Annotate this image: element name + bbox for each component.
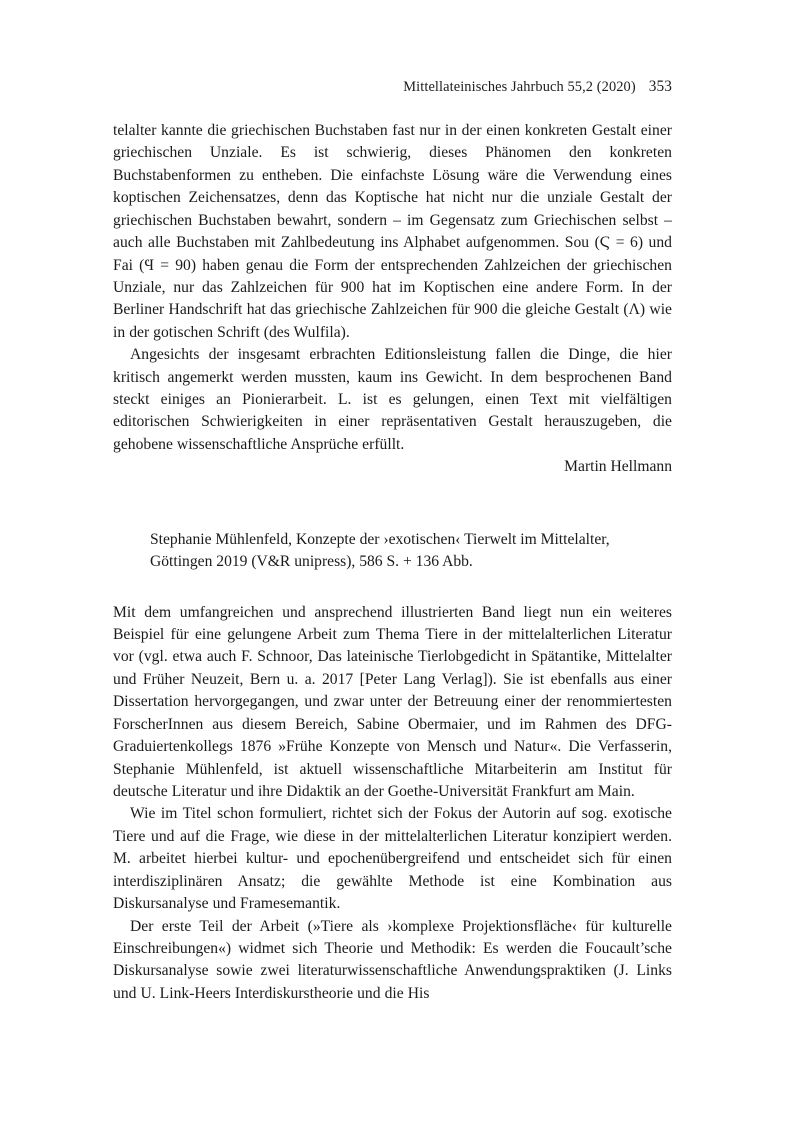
reviewer-signature: Martin Hellmann: [564, 458, 672, 476]
paragraph-continued-previous-page: telalter kannte die griechischen Buchstaben fast nur in der einen konkreten Gestalt einer griechischen Unziale. Es ist schwierig, dieses Phänomen den konkreten Buchstabenformen zu entheben. Die einfachste Lösung wäre die Verwendung eines koptischen Zeichensatzes, denn das Koptische hat nicht nur die unziale Gestalt der griechischen Buchstaben bewahrt, sondern – im Gegensatz zum Griechischen selbst – auch alle Buchstaben mit Zahlbedeutung ins Alphabet aufgenommen. Sou (Ϛ = 6) und Fai (Ϥ = 90) haben genau die Form der entsprechenden Zahlzeichen der griechischen Unziale, nur das Zahlzeichen für 900 hat im Koptischen eine andere Form. In der Berliner Handschrift hat das griechische Zahlzeichen für 900 die gleiche Gestalt (Ʌ) wie in der gotischen Schrift (des Wulfila).: [113, 122, 672, 341]
paragraph-review-one-conclusion: Angesichts der insgesamt erbrachten Editionsleistung fallen die Dinge, die hier kritisch angemerkt werden mussten, kaum ins Gewicht. In dem besprochenen Band steckt einiges an Pionierarbeit. L. ist es gelungen, einen Text mit vielfältigen editorischen Schwierigkeiten in einer repräsentativen Gestalt herauszugeben, die gehobene wissenschaftliche Ansprüche erfüllt.: [113, 346, 672, 453]
page-number: 353: [648, 78, 672, 95]
running-header: [113, 78, 672, 96]
main-text-column: [113, 120, 672, 1005]
spacer-after-citation: [113, 574, 672, 602]
journal-title: Mittellateinisches Jahrbuch 55,2 (2020): [403, 79, 636, 95]
citation-line-title: Stephanie Mühlenfeld, Konzepte der ›exotischen‹ Tierwelt im Mittelalter,: [150, 530, 610, 548]
paragraph-review-two-part-one: Der erste Teil der Arbeit (»Tiere als ›komplexe Projektionsfläche‹ für kulturelle Einschreibungen«) widmet sich Theorie und Methodik: Es werden die Foucault’sche Diskursanalyse sowie zwei literaturwissenschaftliche Anwendungspraktiken (J. Links und U. Link-Heers Interdiskurstheorie und die His: [113, 917, 672, 1002]
book-citation-block: [113, 529, 672, 574]
citation-line-imprint: Göttingen 2019 (V&R unipress), 586 S. + 136 Abb.: [150, 553, 473, 571]
paragraph-review-two-opening: Mit dem umfangreichen und ansprechend illustrierten Band liegt nun ein weiteres Beispiel für eine gelungene Arbeit zum Thema Tiere in der mittelalterlichen Literatur vor (vgl. etwa auch F. Schnoor, Das lateinische Tierlobgedicht in Spätantike, Mittelalter und Früher Neuzeit, Bern u. a. 2017 [Peter Lang Verlag]). Sie ist ebenfalls aus einer Dissertation hervorgegangen, und zwar unter der Betreuung einer der renommiertesten ForscherInnen aus diesem Bereich, Sabine Obermaier, und im Rahmen des DFG-Graduiertenkollegs 1876 »Frühe Konzepte von Mensch und Natur«. Die Verfasserin, Stephanie Mühlenfeld, ist aktuell wissenschaftliche Mitarbeiterin am Institut für deutsche Literatur und ihre Didaktik an der Goethe-Universität Frankfurt am Main.: [113, 603, 672, 800]
paragraph-review-two-focus: Wie im Titel schon formuliert, richtet sich der Fokus der Autorin auf sog. exotische Tiere und auf die Frage, wie diese in der mittelalterlichen Literatur konzipiert werden. M. arbeitet hierbei kultur- und epochenübergreifend und entscheidet sich für einen interdisziplinären Ansatz; die gewählte Methode ist eine Kombination aus Diskursanalyse und Framesemantik.: [113, 805, 672, 913]
spacer-before-citation: [113, 479, 672, 529]
